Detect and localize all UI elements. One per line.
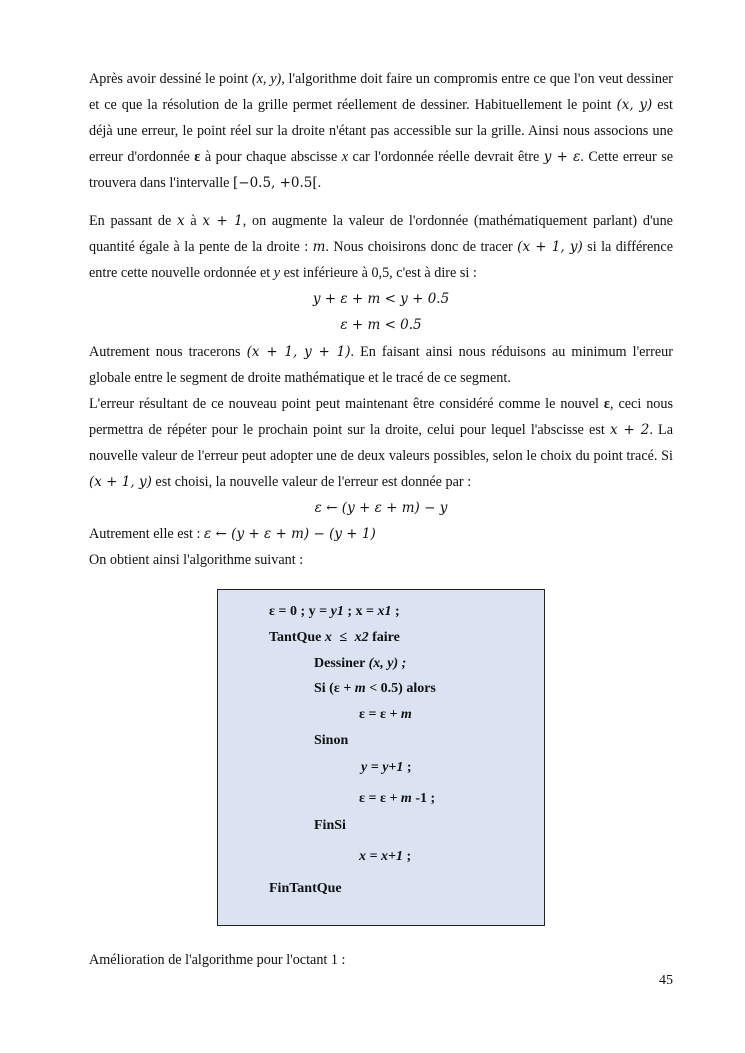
paragraph-1 bbox=[89, 66, 673, 196]
math-inline: (x, y) bbox=[251, 71, 282, 87]
text: . Nous choisirons donc de tracer bbox=[325, 239, 518, 255]
text: . Cette erreur se trouvera dans l'intervalle bbox=[89, 149, 674, 191]
section-footer-text: Amélioration de l'algorithme pour l'octant 1 : bbox=[89, 952, 346, 968]
math-inline: x bbox=[177, 213, 185, 229]
code-line-error-update: ε = ε + m -1 ; bbox=[359, 791, 436, 806]
text: Autrement nous tracerons bbox=[89, 344, 247, 360]
code-line-draw: Dessiner (x, y) ; bbox=[314, 656, 407, 671]
equation-3: ε ← (y + ε + m) − y bbox=[314, 500, 448, 516]
algorithm-box bbox=[217, 589, 545, 926]
equation-1: y + ε + m < y + 0.5 bbox=[312, 291, 450, 307]
text: car l'ordonnée réelle devrait être bbox=[348, 149, 544, 165]
math-inline: m bbox=[312, 239, 326, 255]
code-line-endwhile: FinTantQue bbox=[269, 881, 342, 896]
text: est choisi, la nouvelle valeur de l'erreur est donnée par : bbox=[151, 474, 472, 490]
code-line-x-increment: x = x+1 ; bbox=[359, 849, 412, 864]
equation-2: ε + m < 0.5 bbox=[340, 317, 422, 333]
text: L'erreur résultant de ce nouveau point peut maintenant être considéré comme le nouvel bbox=[89, 396, 604, 412]
math-inline: (x + 1, y) bbox=[517, 239, 583, 255]
math-inline: (x + 1, y) bbox=[89, 474, 152, 490]
math-inline: x + 2 bbox=[609, 422, 650, 438]
code-line-else: Sinon bbox=[314, 733, 349, 748]
text: . La nouvelle valeur de l'erreur peut adopter une de deux valeurs possibles, selon le choix du point tracé. Si bbox=[89, 422, 673, 464]
otherwise-line bbox=[89, 521, 376, 547]
code-line-if: Si (ε + m < 0.5) alors bbox=[314, 681, 436, 696]
paragraph-2 bbox=[89, 208, 673, 286]
text: , ceci nous permettra de répéter pour le prochain point sur la droite, celui pour lequel l'abscisse est bbox=[89, 396, 674, 438]
text: . En faisant ainsi nous réduisons au minimum l'erreur globale entre le segment de droite mathématique et le tracé de ce segment. bbox=[89, 344, 673, 386]
code-line-then: ε = ε + m bbox=[359, 707, 412, 722]
text: Après avoir dessiné le point bbox=[89, 71, 252, 87]
text: , l'algorithme doit faire un compromis entre ce que l'on veut dessiner et ce que la résolution de la grille permet réellement de dessiner. Habituellement le point bbox=[89, 71, 674, 113]
code-line-endif: FinSi bbox=[314, 818, 346, 833]
math-inline: ε ← (y + ε + m) − (y + 1) bbox=[204, 526, 376, 542]
text: à pour chaque abscisse bbox=[200, 149, 342, 165]
code-line-init: ε = 0 ; y = y1 ; x = x1 ; bbox=[269, 604, 400, 619]
epsilon-symbol: ε bbox=[194, 149, 201, 165]
paragraph-3 bbox=[89, 339, 673, 391]
math-inline: y + ε bbox=[543, 149, 581, 165]
text: Autrement elle est : bbox=[89, 526, 205, 542]
math-inline: x + 1 bbox=[202, 213, 243, 229]
text: est déjà une erreur, le point réel sur la droite n'étant pas accessible sur la grille. Ainsi nous associons une erreur d'ordonnée bbox=[89, 97, 673, 165]
math-inline: (x + 1, y + 1) bbox=[246, 344, 351, 360]
page-number: 45 bbox=[659, 973, 673, 988]
text: à bbox=[184, 213, 203, 229]
math-inline: [−0.5, +0.5[ bbox=[232, 175, 318, 191]
text: , on augmente la valeur de l'ordonnée (mathématiquement parlant) d'une quantité égale à la pente de la droite : bbox=[89, 213, 673, 255]
math-inline: x bbox=[341, 149, 349, 165]
text: . bbox=[317, 175, 322, 191]
algorithm-intro: On obtient ainsi l'algorithme suivant : bbox=[89, 552, 304, 568]
math-inline: (x, y) bbox=[616, 97, 653, 113]
text: est inférieure à 0,5, c'est à dire si : bbox=[280, 265, 477, 281]
code-line-y-increment: y = y+1 ; bbox=[361, 760, 412, 775]
paragraph-4 bbox=[89, 391, 673, 495]
code-line-while: TantQue x ≤ x2 faire bbox=[269, 630, 400, 645]
text: si la différence entre cette nouvelle ordonnée et bbox=[89, 239, 673, 281]
math-inline: y bbox=[273, 265, 281, 281]
text: En passant de bbox=[89, 213, 178, 229]
epsilon-symbol: ε bbox=[603, 396, 610, 412]
